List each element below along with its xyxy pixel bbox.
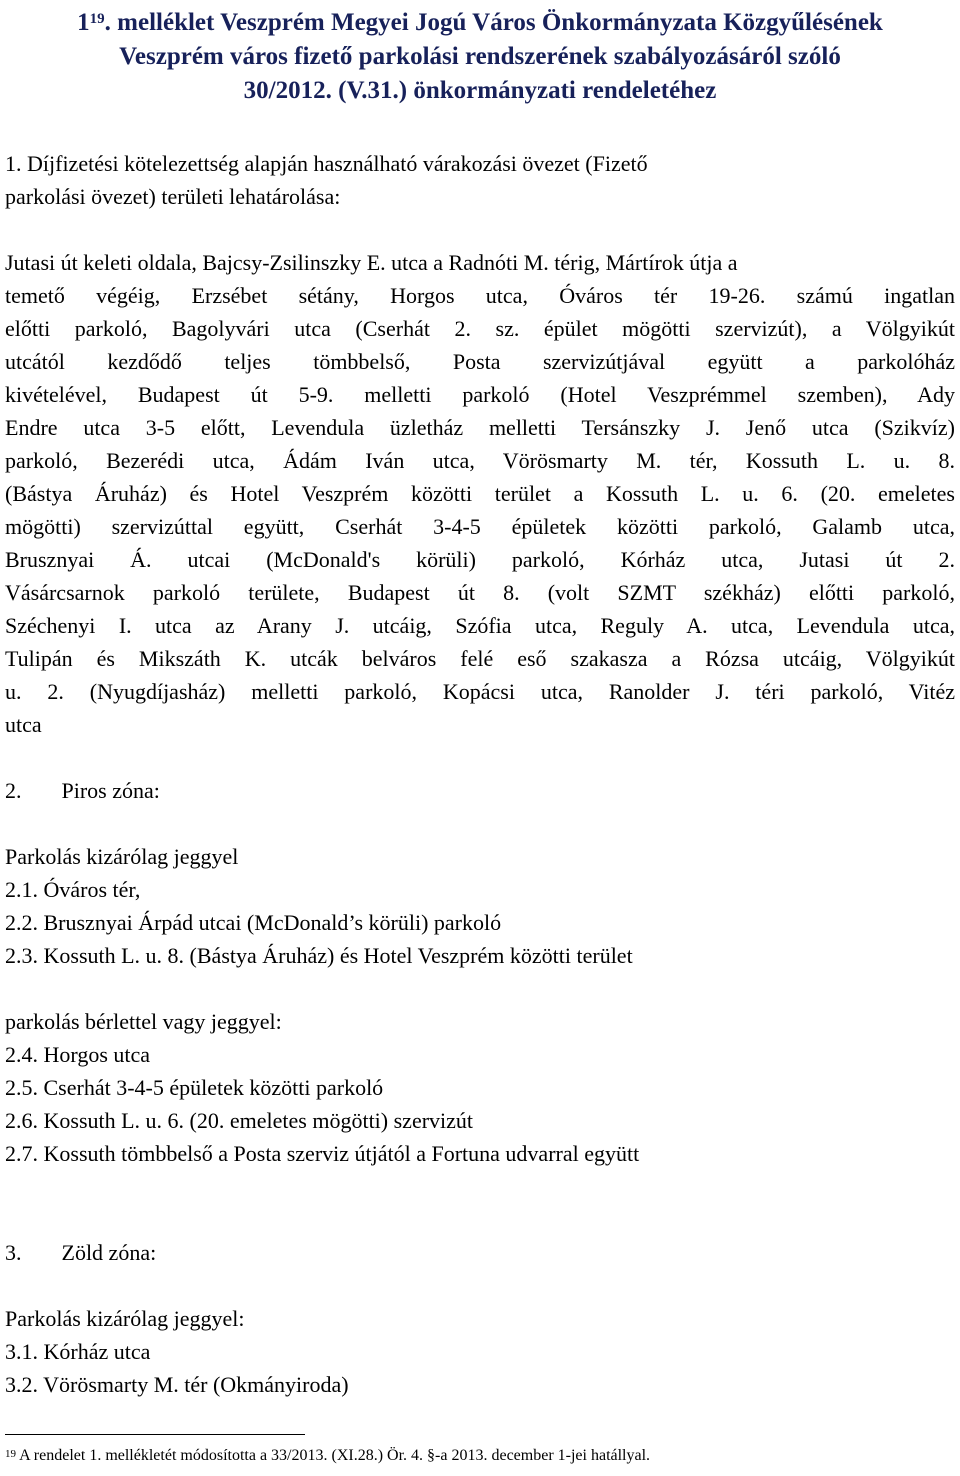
footnote-divider [5, 1434, 305, 1435]
footnote-number: 19 [5, 1448, 16, 1460]
section2-number: 2. [5, 778, 22, 803]
section2-ticket-only-label: Parkolás kizárólag jeggyel [5, 844, 239, 869]
section1-body-line: Tulipán és Mikszáth K. utcák belváros felé eső szakasza a Rózsa utcáig, Völgyikút [5, 646, 955, 671]
annex-number: 1 [77, 9, 90, 36]
section1-body-line: előtti parkoló, Bagolyvári utca (Cserhát 2. sz. épület mögötti szervizút), a Völgyikút [5, 316, 955, 341]
section2-title: Piros zóna: [61, 778, 160, 803]
title-text-1: . melléklet Veszprém Megyei Jogú Város Önkormányzata Közgyűlésének [104, 9, 883, 36]
list-item: 2.6. Kossuth L. u. 6. (20. emeletes mögötti) szervizút [5, 1108, 474, 1133]
section1-body-line: Vásárcsarnok parkoló területe, Budapest út 8. (volt SZMT székház) előtti parkoló, [5, 580, 955, 605]
list-item: 2.2. Brusznyai Árpád utcai (McDonald’s körüli) parkoló [5, 910, 502, 935]
section1-title-line-1: 1. Díjfizetési kötelezettség alapján használható várakozási övezet (Fizető [5, 151, 648, 176]
section1-body-line: mögötti) szervizúttal együtt, Cserhát 3-4-5 épületek közötti parkoló, Galamb utca, [5, 514, 955, 539]
section3-heading [5, 1239, 156, 1267]
section1-body-line: Jutasi út keleti oldala, Bajcsy-Zsilinszky E. utca a Radnóti M. térig, Mártírok útja a [5, 250, 738, 275]
section1-body-line: temető végéig, Erzsébet sétány, Horgos utca, Óváros tér 19-26. számú ingatlan [5, 283, 955, 308]
list-item: 2.1. Óváros tér, [5, 877, 141, 902]
footnote-text: A rendelet 1. mellékletét módosította a 33/2013. (XI.28.) Ör. 4. §-a 2013. december 1-jei hatállyal. [16, 1447, 651, 1464]
footnote [5, 1446, 650, 1466]
list-item: 3.1. Kórház utca [5, 1339, 151, 1364]
section1-body-line: parkoló, Bezerédi utca, Ádám Iván utca, Vörösmarty M. tér, Kossuth L. u. 8. [5, 448, 955, 473]
title-line-1 [8, 6, 952, 40]
title-line-2: Veszprém város fizető parkolási rendszerének szabályozásáról szóló [119, 43, 841, 70]
list-item: 2.4. Horgos utca [5, 1042, 151, 1067]
section1-body-line: Széchenyi I. utca az Arany J. utcáig, Szófia utca, Reguly A. utca, Levendula utca, [5, 613, 955, 638]
list-item: 2.3. Kossuth L. u. 8. (Bástya Áruház) és Hotel Veszprém közötti terület [5, 943, 633, 968]
section1-body-line: utcától kezdődő teljes tömbbelső, Posta szervizútjával együtt a parkolóház [5, 349, 955, 374]
list-item: 2.5. Cserhát 3-4-5 épületek közötti parkoló [5, 1075, 384, 1100]
footnote-ref-19[interactable]: 19 [89, 11, 105, 27]
section1-body-line: (Bástya Áruház) és Hotel Veszprém közötti terület a Kossuth L. u. 6. (20. emeletes [5, 481, 955, 506]
section1-body-line: u. 2. (Nyugdíjasház) melletti parkoló, Kopácsi utca, Ranolder J. téri parkoló, Vitéz [5, 679, 955, 704]
section3-title: Zöld zóna: [61, 1240, 157, 1265]
title-line-3: 30/2012. (V.31.) önkormányzati rendeletéhez [243, 77, 717, 104]
section3-ticket-only-label: Parkolás kizárólag jeggyel: [5, 1306, 245, 1331]
section3-number: 3. [5, 1240, 22, 1265]
list-item: 3.2. Vörösmarty M. tér (Okmányiroda) [5, 1372, 349, 1397]
section2-heading [5, 777, 160, 805]
section1-body-line: Endre utca 3-5 előtt, Levendula üzletház melletti Tersánszky J. Jenő utca (Szikvíz) [5, 415, 955, 440]
section2-pass-or-ticket-label: parkolás bérlettel vagy jeggyel: [5, 1009, 282, 1034]
section1-body-line: Brusznyai Á. utcai (McDonald's körüli) parkoló, Kórház utca, Jutasi út 2. [5, 547, 955, 572]
list-item: 2.7. Kossuth tömbbelső a Posta szerviz útjától a Fortuna udvarral együtt [5, 1141, 640, 1166]
section1-body-line: kivételével, Budapest út 5-9. melletti parkoló (Hotel Veszprémmel szemben), Ady [5, 382, 955, 407]
section1-body-line: utca [5, 712, 42, 737]
page-title [8, 6, 952, 108]
section1-title-line-2: parkolási övezet) területi lehatárolása: [5, 184, 341, 209]
